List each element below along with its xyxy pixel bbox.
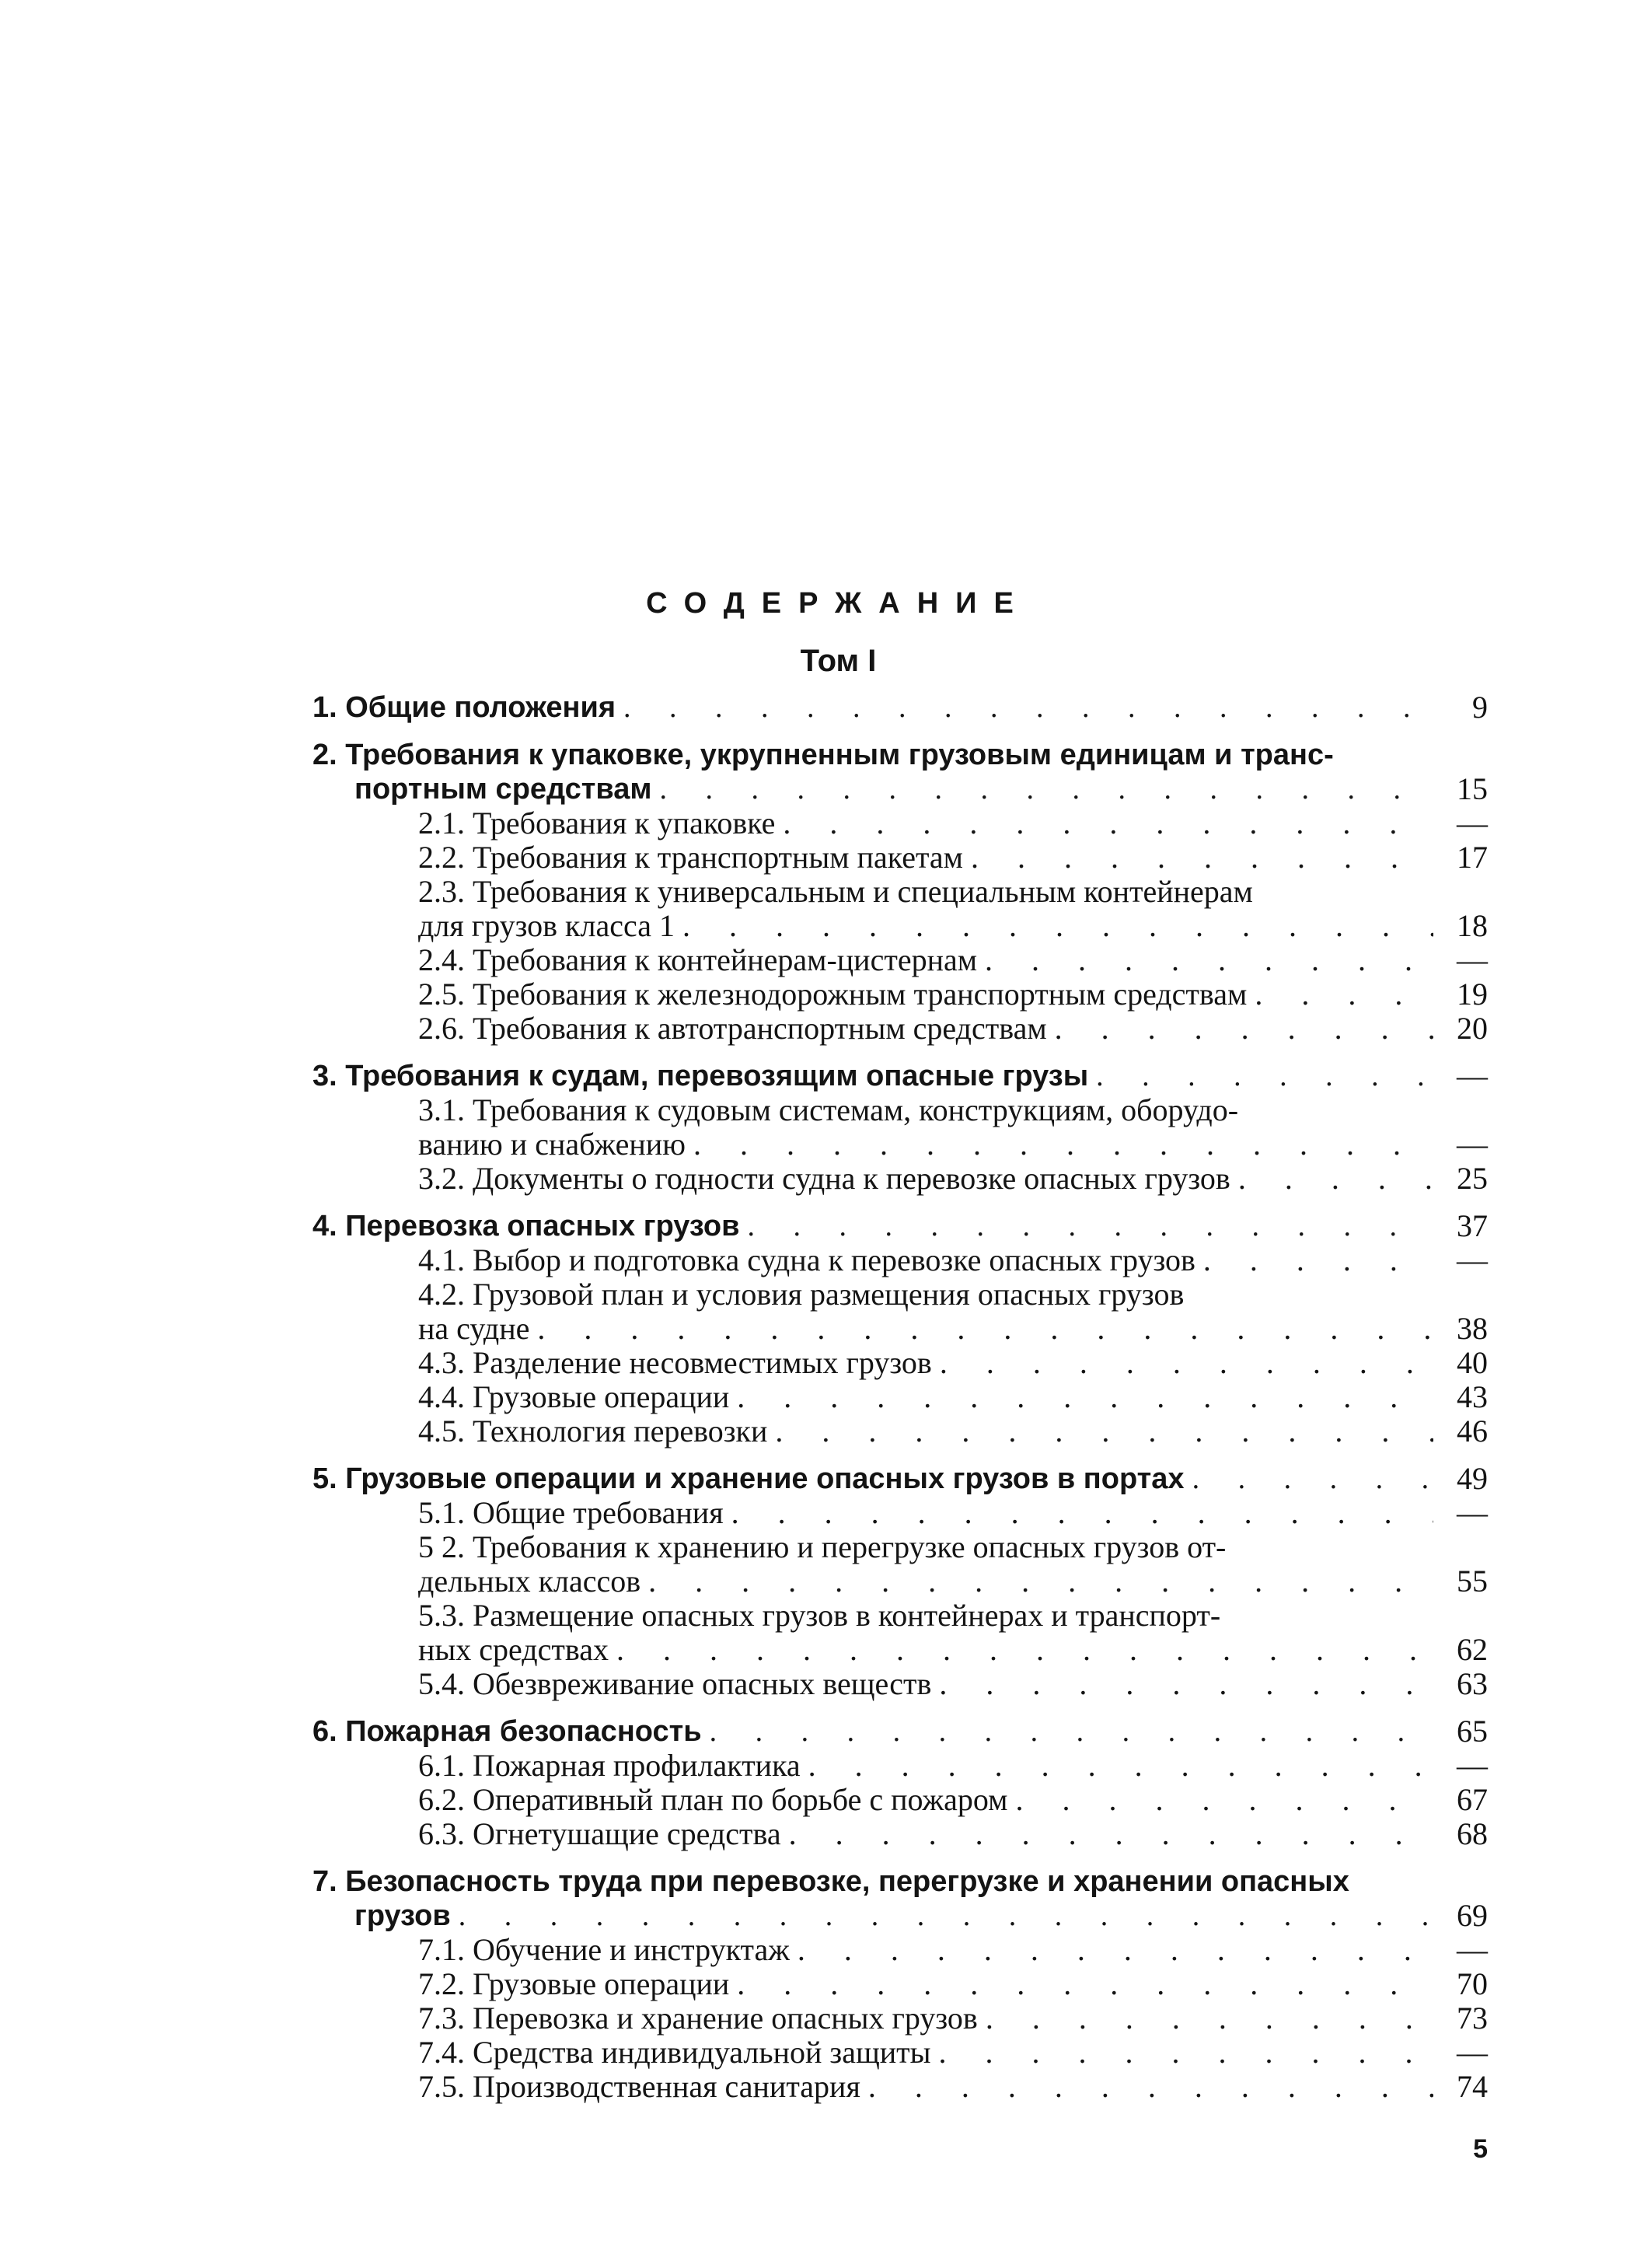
toc-section-entry[interactable] [312,1209,1488,1243]
toc-subsection-entry[interactable] [312,1346,1488,1380]
toc-subsection-title: 4.4. Грузовые операции [418,1379,730,1414]
dot-leader [660,772,1433,806]
toc-page-number: — [1457,1127,1488,1162]
toc-section-entry[interactable] [312,1714,1488,1749]
toc-subsection-entry[interactable] [312,806,1488,840]
toc-page-number: 9 [1472,690,1488,725]
dot-leader [808,1749,1433,1783]
toc-subsection-title: 4.5. Технология перевозки [418,1414,768,1449]
toc-subsection-entry[interactable] [312,909,1488,943]
toc-page-number: — [1457,1058,1488,1093]
toc-subsection-entry[interactable] [312,1012,1488,1046]
toc-page-number: 70 [1457,1966,1488,2001]
toc-entry-continuation: ных средствах [418,1632,609,1667]
dot-leader [737,1380,1433,1414]
toc-section-title: 6. Пожарная безопасность [312,1715,702,1748]
toc-section-title: 2. Требования к упаковке, укрупненным грузовым единицам и транс- [312,739,1334,771]
toc-subsection-title: 2.2. Требования к транспортным пакетам [418,840,963,875]
toc-entry-continuation: грузов [354,1899,451,1932]
toc-section-title: 4. Перевозка опасных грузов [312,1210,740,1242]
toc-page-number: — [1457,1932,1488,1967]
toc-page-number: 73 [1457,2001,1488,2036]
dot-leader [939,1667,1433,1701]
volume-heading: Том I [800,644,877,678]
toc-subsection-title: 4.2. Грузовой план и условия размещения опасных грузов [418,1277,1185,1312]
toc-subsection-entry[interactable] [312,1243,1488,1277]
toc-page-number: 63 [1457,1666,1488,1701]
toc-entry-continuation: для грузов класса 1 [418,908,675,943]
toc-page-number: 15 [1457,771,1488,806]
toc-page-number: 55 [1457,1564,1488,1599]
dot-leader [1238,1162,1433,1196]
toc-page-number: — [1457,1748,1488,1783]
toc-page-number: — [1457,806,1488,840]
toc-section-entry[interactable] [312,690,1488,725]
toc-subsection-entry[interactable] [312,1162,1488,1196]
toc-subsection-title: 7.4. Средства индивидуальной защиты [418,2035,931,2070]
toc-page-number: — [1457,942,1488,977]
dot-leader [682,909,1433,943]
toc-subsection-title: 7.3. Перевозка и хранение опасных грузов [418,2001,978,2036]
toc-subsection-entry[interactable] [312,1496,1488,1530]
dot-leader [1055,1012,1433,1046]
toc-page-number: 19 [1457,977,1488,1012]
toc-subsection-entry[interactable] [312,1564,1488,1599]
toc-entry-continuation: на судне [418,1311,530,1346]
toc-page-number: 20 [1457,1011,1488,1046]
toc-subsection-entry[interactable] [312,1380,1488,1414]
toc-section-entry[interactable] [312,1462,1488,1496]
toc-page-number: 46 [1457,1414,1488,1449]
toc-subsection-entry[interactable] [312,1312,1488,1346]
dot-leader [537,1312,1433,1346]
toc-subsection-entry[interactable] [312,1749,1488,1783]
toc-subsection-entry[interactable] [312,2036,1488,2070]
toc-page-number: 65 [1457,1714,1488,1749]
dot-leader [693,1127,1433,1162]
dot-leader [775,1414,1433,1449]
dot-leader [1203,1243,1433,1277]
toc-entry-continuation: ванию и снабжению [418,1127,686,1162]
toc-section-title: 7. Безопасность труда при перевозке, перегрузке и хранении опасных [312,1865,1349,1898]
toc-page-number: 25 [1457,1161,1488,1196]
toc-subsection-title: 5.1. Общие требования [418,1495,724,1530]
dot-leader [868,2070,1433,2104]
toc-page-number: 62 [1457,1632,1488,1667]
dot-leader [648,1564,1433,1599]
dot-leader [1255,977,1433,1012]
toc-subsection-title: 5.3. Размещение опасных грузов в контейнерах и транспорт- [418,1598,1221,1633]
dot-leader [783,806,1433,840]
dot-leader [939,2036,1433,2070]
toc-page-number: 37 [1457,1208,1488,1243]
toc-subsection-entry[interactable] [312,1933,1488,1967]
toc-subsection-entry[interactable] [312,840,1488,875]
toc-subsection-entry[interactable] [312,1633,1488,1667]
toc-subsection-title: 7.5. Производственная санитария [418,2069,860,2104]
toc-page-number: — [1457,1242,1488,1277]
toc-page-number: 17 [1457,840,1488,875]
dot-leader [737,1967,1433,2001]
dot-leader [616,1633,1433,1667]
toc-subsection-entry[interactable] [312,943,1488,977]
toc-subsection-title: 7.2. Грузовые операции [418,1966,730,2001]
toc-page-number: — [1457,1495,1488,1530]
toc-subsection-title: 5.4. Обезвреживание опасных веществ [418,1666,932,1701]
toc-section-entry[interactable] [312,1899,1488,1933]
dot-leader [985,943,1433,977]
page-number: 5 [1473,2134,1488,2164]
toc-page-number: 38 [1457,1311,1488,1346]
toc-subsection-title: 3.2. Документы о годности судна к перевозке опасных грузов [418,1161,1230,1196]
table-of-contents [312,690,1488,2104]
toc-page-number: 18 [1457,908,1488,943]
toc-section-title: 1. Общие положения [312,691,616,724]
toc-subsection-title: 4.3. Разделение несовместимых грузов [418,1345,932,1380]
toc-page-number: 69 [1457,1898,1488,1933]
toc-subsection-title: 7.1. Обучение и инструктаж [418,1932,790,1967]
toc-subsection-entry[interactable] [312,1127,1488,1162]
toc-subsection-title: 2.5. Требования к железнодорожным транспортным средствам [418,977,1248,1012]
toc-section-entry[interactable] [312,1059,1488,1093]
dot-leader [940,1346,1433,1380]
dot-leader [747,1209,1433,1243]
dot-leader [798,1933,1433,1967]
toc-subsection-title: 5 2. Требования к хранению и перегрузке опасных грузов от- [418,1529,1227,1564]
toc-subsection-title: 3.1. Требования к судовым системам, конструкциям, оборудо- [418,1092,1239,1127]
toc-subsection-entry[interactable] [312,1783,1488,1817]
toc-subsection-entry[interactable] [312,1817,1488,1851]
toc-page-number: 49 [1457,1461,1488,1496]
toc-subsection-title: 6.2. Оперативный план по борьбе с пожаром [418,1782,1008,1817]
toc-section-entry[interactable] [312,772,1488,806]
toc-page-number: 67 [1457,1782,1488,1817]
dot-leader [731,1496,1433,1530]
dot-leader [1015,1783,1433,1817]
toc-page-number: 40 [1457,1345,1488,1380]
toc-page-number: 68 [1457,1816,1488,1851]
toc-subsection-title: 4.1. Выбор и подготовка судна к перевозке опасных грузов [418,1242,1195,1277]
dot-leader [789,1817,1433,1851]
dot-leader [971,840,1433,875]
toc-page-number: 43 [1457,1379,1488,1414]
dot-leader [459,1899,1433,1933]
toc-subsection-title: 6.3. Огнетушащие средства [418,1816,781,1851]
toc-subsection-title: 2.1. Требования к упаковке [418,806,776,840]
dot-leader [1192,1462,1433,1496]
dot-leader [623,690,1433,725]
toc-subsection-entry[interactable] [312,1967,1488,2001]
toc-title: СОДЕРЖАНИЕ [646,587,1031,620]
toc-subsection-title: 2.6. Требования к автотранспортным средствам [418,1011,1047,1046]
toc-subsection-title: 2.4. Требования к контейнерам-цистернам [418,942,978,977]
toc-subsection-entry[interactable] [312,1667,1488,1701]
toc-subsection-entry[interactable] [312,2001,1488,2036]
dot-leader [1096,1059,1433,1093]
toc-subsection-title: 2.3. Требования к универсальным и специальным контейнерам [418,874,1253,909]
toc-section-title: 5. Грузовые операции и хранение опасных грузов в портах [312,1462,1185,1495]
toc-section-title: 3. Требования к судам, перевозящим опасные грузы [312,1060,1089,1092]
toc-subsection-title: 6.1. Пожарная профилактика [418,1748,801,1783]
toc-subsection-entry[interactable] [312,2070,1488,2104]
dot-leader [986,2001,1433,2036]
toc-entry-continuation: дельных классов [418,1564,641,1599]
dot-leader [710,1714,1433,1749]
toc-subsection-entry[interactable] [312,1414,1488,1449]
toc-entry-continuation: портным средствам [354,773,652,806]
toc-page-number: 74 [1457,2069,1488,2104]
toc-page-number: — [1457,2035,1488,2070]
toc-subsection-entry[interactable] [312,977,1488,1012]
